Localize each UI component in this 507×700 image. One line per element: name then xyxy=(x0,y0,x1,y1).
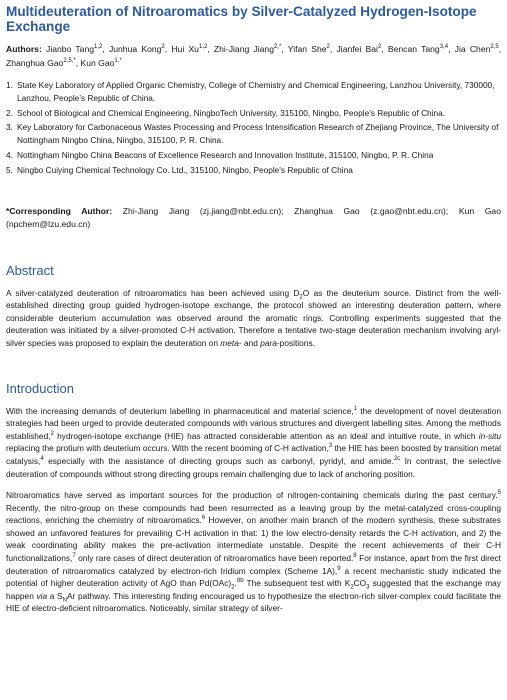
affiliation-text: Nottingham Ningbo China Beacons of Excellence Research and Innovation Institute, 315100, Ningbo, P. R. China xyxy=(17,149,434,160)
affiliation-item xyxy=(6,107,501,120)
corresponding-text: Zhi-Jiang Jiang (zj.jiang@nbt.edu.cn); Zhanghua Gao (z.gao@nbt.edu.cn); Kun Gao (npchem@lzu.edu.cn) xyxy=(6,205,501,230)
affiliation-number: 2. xyxy=(6,107,13,118)
intro-paragraph: With the increasing demands of deuterium labelling in pharmaceutical and material science,$^1$ the development of novel deuteration strategies had been urged to provide deuterated compounds with various structures and divergent labelling sites. Among the methods established,$^2$ hydrogen-isotope exchange (HIE) has attracted considerable attention as an ideal and intuitive route, in which in-situ replacing the protium with deuterium occurs. With the recent booming of C-H activation,$^3$ the HIE has been boosted by transition metal catalysis,$^4$ especially with the assistance of directing groups such as carbonyl, pyridyl, and amide.$^{2c}$ In contrast, the selective deuteration of compounds without strong directing groups remain challenging due to lack of anchoring position. xyxy=(6,405,502,479)
author-item: Zhi-Jiang Jiang$^{2,*}$, xyxy=(213,44,284,54)
citation-ref: 8 xyxy=(353,553,357,560)
intro-paragraph: Nitroaromatics have served as important sources for the production of nitrogen-containing chemicals during the past century.$^5$ Recently, the nitro-group on these compounds had been resurrected as a leaving group by the metal-catalyzed cross-coupling reactions, enriching the chemistry of nitroaromatics.$^6$ However, on another main branch of the modern synthesis, these substrates showed an unfavored features for prevailing C-H activation in that: 1) the low electro-density retards the C-H activation, and 2) the weak coordinating ability makes the pre-activation intermediate unstable. Despite the recent achievements of their C-H functionalizations,$^7$ only rare cases of direct deuteration of nitroaromatics have been reported.$^8$ For instance, apart from the first direct deuteration of nitroaromatics catalyzed by electron-rich Iridium complex (Scheme 1A),$^9$ a recent mechanistic study indicated the potential of higher deuteration activity of AgO than $Pd(OAc)_2.^{8b}$ The subsequent test with $K_2CO_3$ suggested that the exchange may happen via a $S_NAr$ pathway. This interesting finding encouraged us to hypothesize the electron-rich silver-complex could facilitate the HIE of electro-deficient nitroaromatics. Noticeably, similar strategy of silver- xyxy=(6,490,502,614)
authors-label: Authors: xyxy=(6,44,42,54)
author-item: Jianbo Tang$^{1,2}$, xyxy=(46,44,105,54)
abstract-heading: Abstract xyxy=(6,262,54,278)
affiliation-number: 1. xyxy=(6,80,13,90)
affiliation-item xyxy=(6,121,501,147)
citation-ref: 7 xyxy=(72,553,76,560)
abstract-text: A silver-catalyzed deuteration of nitroaromatics has been achieved using $D_2O$ as the deuterium source. Distinct from the well-established directing group guided hydrogen-isotope exchange, the protocol showed an interesting deuteration pattern, where considerable deuterium accumulation was observed around the aromatic rings. Controlling experiments suggested that the deuteration was initiated by a silver-promoted C-H activation. Therefore a tentative two-stage deuteration mechanism involving aryl-silver species was proposed to explain the deuteration on meta- and para-positions. xyxy=(6,287,501,348)
author-list xyxy=(6,43,501,70)
author-item: Kun Gao$^{1,*}$ xyxy=(80,57,122,68)
citation-ref: 8b xyxy=(236,578,244,585)
affiliation-text: State Key Laboratory of Applied Organic Chemistry, College of Chemistry and Chemical Engineering, Lanzhou University, 730000, Lanzhou, People’s Republic of China. xyxy=(17,80,495,103)
affiliation-item xyxy=(6,164,501,177)
citation-ref: 2 xyxy=(50,430,54,437)
author-item: Hui Xu$^{1,2}$, xyxy=(171,44,210,54)
citation-ref: 1 xyxy=(353,405,358,412)
author-item: Yifan She$^2$, xyxy=(287,44,333,54)
affiliation-text: Key Laboratory for Carbonaceous Wastes Processing and Process Intensification Research of Zhejiang Province, The University of Nottingham Ningbo China, Ningbo, 315100, P. R. China. xyxy=(17,122,499,146)
corresponding-label: *Corresponding Author: xyxy=(6,205,113,216)
author-item: Jianfei Bai$^2$, xyxy=(336,44,384,54)
affiliation-number: 3. xyxy=(6,122,13,133)
affiliation-number: 4. xyxy=(6,149,13,160)
affiliation-list xyxy=(6,79,501,177)
author-item: Jia Chen$^{2,5}$, xyxy=(454,44,502,54)
affiliation-text: Ningbo Cuiying Chemical Technology Co. Ltd., 315100, Ningbo, People's Republic of China xyxy=(17,164,353,175)
affiliation-text: School of Biological and Chemical Engineering, NingboTech University, 315100, Ningbo, People's Republic of China. xyxy=(17,107,446,118)
citation-ref: 5 xyxy=(497,490,501,497)
affiliation-item xyxy=(6,79,501,105)
introduction-heading: Introduction xyxy=(6,380,74,396)
paper-title: Multideuteration of Nitroaromatics by Silver-Catalyzed Hydrogen-Isotope Exchange xyxy=(6,4,477,34)
author-item: Bencan Tang$^{3,4}$, xyxy=(387,44,451,54)
citation-ref: 4 xyxy=(40,456,44,463)
author-item: Junhua Kong$^2$, xyxy=(108,44,168,54)
author-item: Zhanghua Gao$^{2,5,*}$, xyxy=(6,57,79,68)
affiliation-item xyxy=(6,149,501,162)
affiliation-number: 5. xyxy=(6,164,13,175)
citation-ref: 9 xyxy=(337,565,341,572)
corresponding-author xyxy=(6,205,501,232)
citation-ref: 2c xyxy=(393,456,401,463)
citation-ref: 3 xyxy=(328,443,333,450)
citation-ref: 6 xyxy=(201,515,206,522)
